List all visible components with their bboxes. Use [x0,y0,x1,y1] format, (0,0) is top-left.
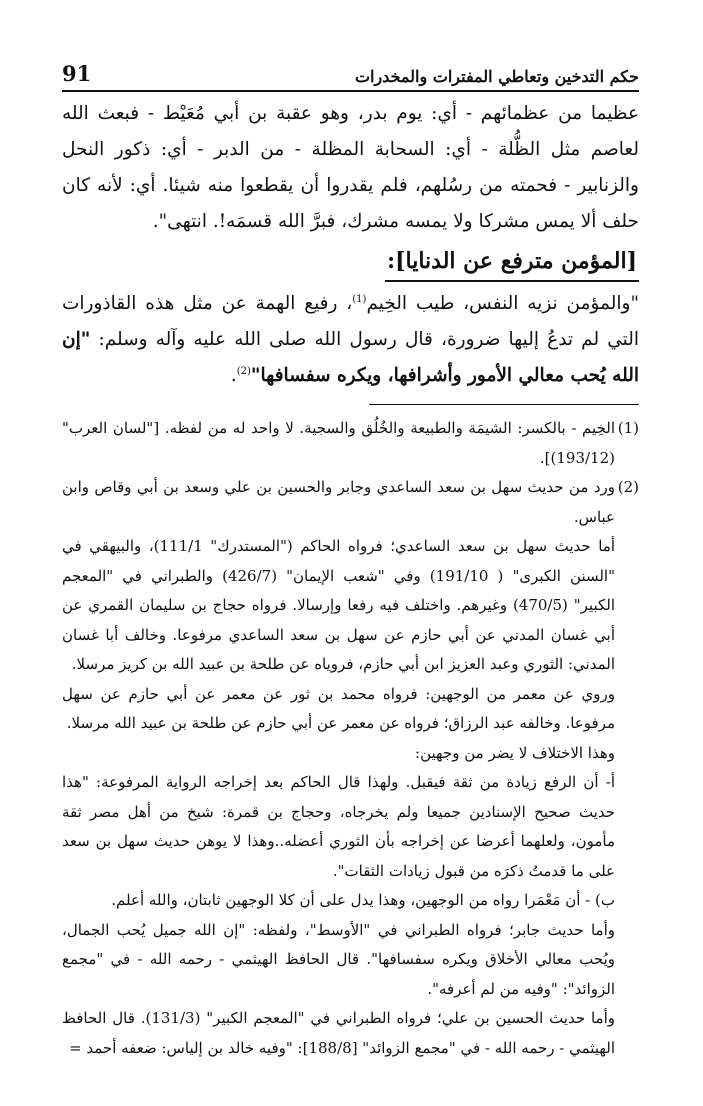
footnote-2-para-maamar: وروي عن معمر من الوجهين: فرواه محمد بن ثور عن معمر عن أبي حازم عن سهل مرفوعا. وخالفه عبد الرزاق؛ فرواه عن معمر عن أبي حازم عن طلحة بن عبيد الله مرسلا. [62,684,615,732]
heading-wrap [62,242,639,284]
paragraph-2-end: . [230,365,237,386]
footnote-separator [369,404,639,405]
footnote-2-para-husayn: وأما حديث الحسين بن علي؛ فرواه الطبراني في "المعجم الكبير" (131/3). قال الحافظ الهيثمي - رحمه الله - في "مجمع الزوائد" [188/8]: "وفيه خالد بن إلياس: ضعفه أحمد = [62,1009,615,1057]
footnotes [62,414,639,1063]
footnote-2-para-point-a: أ- أن الرفع زيادة من ثقة فيقبل. ولهذا قال الحاكم بعد إخراجه الرواية المرفوعة: "هذا حديث صحيح الإسنادين جميعا ولم يخرجاه، وحجاج بن قمرة: شيخ من أهل مصر ثقة مأمون، ولعلهما أعرضا عن إخراجه بأن الثوري أعضله..وهذا لا يوهن حديث سهل بن سعد على ما قدمتُ ذكرَه من قبول زيادات الثقات". [62,773,615,880]
footnote-2-para-point-b: ب) - أن مَعْمَرا رواه من الوجهين، وهذا يدل على أن كلا الوجهين ثابتان، والله أعلم. [111,891,615,909]
section-heading: [المؤمن مترفع عن الدنايا]: [385,242,639,282]
footnote-2-text: ورد من حديث سهل بن سعد الساعدي وجابر والحسين بن علي وسعد بن أبي وقاص وابن عباس. [62,478,615,526]
footnote-1-text: الخِيم - بالكسر: الشيمَة والطبيعة والخُلُق والسجية. لا واحد له من لفظه. ["لسان العرب" (193/12)]. [62,419,615,467]
footnote-1-number: (1) [617,419,639,437]
footnote-2 [62,473,639,532]
footnote-1 [62,414,639,473]
page-header [62,46,639,86]
running-title: حكم التدخين وتعاطي المفترات والمخدرات [354,67,639,86]
footnote-2-para-sahl: أما حديث سهل بن سعد الساعدي؛ فرواه الحاكم ("المستدرك" 111/1)، والبيهقي في "السنن الكبرى" ( 191/10) وفي "شعب الإيمان" (426/7) والطبراني في "المعجم الكبير" (470/5) وغيرهم. واختلف فيه رفعا وإرسالا. فرواه حجاج بن سليمان القمري عن أبي غسان المدني عن أبي حازم عن سهل بن سعد الساعدي مرفوعا. وخالف أبا غسان المدني: الثوري وعبد العزيز ابن أبي حازم، فروياه عن طلحة بن عبيد الله بن كريز مرسلا. [62,537,615,673]
footnote-ref-1: (1) [352,293,367,305]
header-rule [62,90,639,92]
hadith-quote: "إن الله يُحب معالي الأمور وأشرافها، ويكره سفسافها" [62,329,639,386]
footnote-2-para-difference: وهذا الاختلاف لا يضر من وجهين: [415,743,615,762]
paragraph-2-middle: ، رفيع الهمة عن مثل هذه القاذورات التي لم تدعُ إليها ضرورة، قال رسول الله صلى الله عليه وآله وسلم: [62,293,639,350]
page-number: 91 [62,61,92,86]
paragraph-1: عظيما من عظمائهم - أي: يوم بدر، وهو عقبة بن أبي مُعَيْط - فبعث الله لعاصم مثل الظُّلة - أي: السحابة المظلة - من الدبر - أي: ذكور النحل والزنابير - فحمته من رسُلهم، فلم يقدروا أن يقطعوا منه شيئا. أي: لأنه كان حلف ألا يمس مشركا ولا يمسه مشرك، فبرَّ الله قسمَه!. انتهى". [62,103,639,232]
main-text [62,96,639,394]
footnote-2-number: (2) [617,478,639,496]
footnote-ref-2: (2) [236,365,251,377]
paragraph-2-start: "والمؤمن نزيه النفس، طيب الخِيم [366,293,639,314]
footnote-2-para-jabir: وأما حديث جابر؛ فرواه الطبراني في "الأوسط"، ولفظه: "إن الله جميل يُحب الجمال، ويُحب معالي الأخلاق ويكره سفسافها". قال الحافظ الهيثمي - رحمه الله - في "مجمع الزوائد": "وفيه من لم أعرفه". [62,920,615,998]
paragraph-2 [62,286,639,394]
